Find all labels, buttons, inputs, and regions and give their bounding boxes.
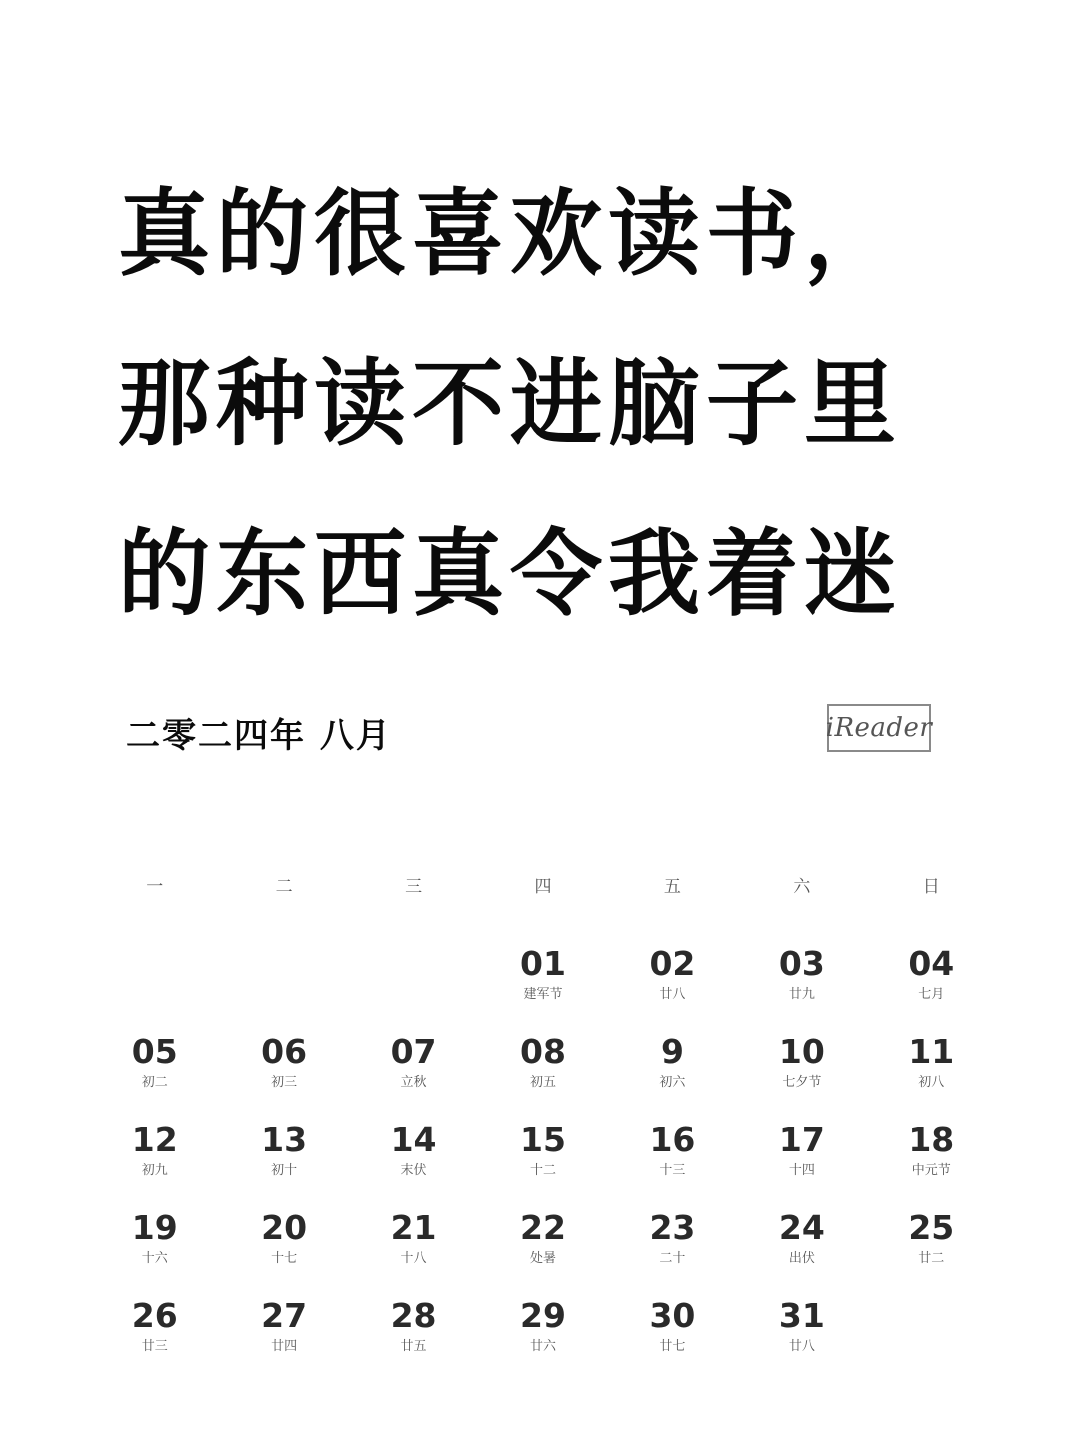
day-number: 22: [520, 1208, 566, 1247]
lunar-date-label: 二十: [659, 1251, 686, 1266]
day-number: 9: [660, 1032, 684, 1071]
day-cell: [90, 1296, 219, 1384]
day-cell: [737, 1032, 866, 1120]
day-cell: [219, 1120, 348, 1208]
day-cell: [737, 1296, 866, 1384]
day-cell: [349, 1296, 478, 1384]
day-cell: [349, 1032, 478, 1120]
day-cell: [608, 944, 737, 1032]
lunar-date-label: 十八: [400, 1251, 427, 1266]
day-number: 28: [390, 1296, 437, 1335]
weekday-header-row: [90, 860, 996, 908]
lunar-date-label: 十六: [141, 1251, 168, 1266]
day-cell: [349, 1208, 478, 1296]
day-cell: [349, 1120, 478, 1208]
lunar-date-label: 初五: [529, 1075, 556, 1090]
lunar-date-label: 初六: [659, 1075, 686, 1090]
lunar-date-label: 七夕节: [782, 1075, 822, 1090]
day-cell: [867, 1120, 996, 1208]
day-number: 26: [131, 1296, 178, 1335]
day-cell: [867, 1208, 996, 1296]
day-cell: [737, 1208, 866, 1296]
lunar-date-label: 初二: [141, 1075, 168, 1090]
day-number: 24: [778, 1208, 825, 1247]
day-number: 05: [131, 1032, 178, 1071]
lunar-date-label: 廿九: [788, 987, 815, 1002]
day-cell: [608, 1032, 737, 1120]
day-cell: [867, 1032, 996, 1120]
weekday-label: 日: [922, 876, 940, 897]
day-cell: [90, 1208, 219, 1296]
day-cell: [219, 1296, 348, 1384]
day-number: 31: [778, 1296, 825, 1335]
lunar-date-label: 立秋: [400, 1075, 427, 1090]
weekday-label: 二: [275, 876, 293, 897]
day-cell: [90, 1120, 219, 1208]
brand-text: iReader: [825, 713, 933, 743]
day-number: 17: [778, 1120, 825, 1159]
lunar-date-label: 出伏: [788, 1251, 815, 1266]
lunar-date-label: 处暑: [529, 1251, 556, 1266]
day-number: 14: [390, 1120, 437, 1159]
weekday-label: 三: [405, 876, 423, 897]
quote-text: [118, 150, 978, 660]
day-cell: [478, 1296, 607, 1384]
empty-day-cell: [219, 944, 348, 1032]
lunar-date-label: 末伏: [400, 1163, 427, 1178]
empty-day-cell: [90, 944, 219, 1032]
day-cell: [737, 944, 866, 1032]
day-number: 12: [131, 1120, 178, 1159]
lunar-date-label: 廿五: [400, 1339, 427, 1354]
lunar-date-label: 廿七: [659, 1339, 686, 1354]
lunar-date-label: 廿四: [271, 1339, 298, 1354]
day-number: 15: [520, 1120, 566, 1159]
lunar-date-label: 十四: [788, 1163, 815, 1178]
day-number: 08: [520, 1032, 566, 1071]
ireader-logo: [827, 704, 931, 752]
day-number: 19: [131, 1208, 178, 1247]
quote-line: 的东西真令我着迷: [118, 520, 903, 629]
day-number: 01: [520, 944, 566, 983]
day-number: 23: [649, 1208, 696, 1247]
day-number: 20: [261, 1208, 308, 1247]
lunar-date-label: 中元节: [911, 1163, 951, 1178]
day-cell: [608, 1120, 737, 1208]
day-number: 30: [649, 1296, 696, 1335]
day-number: 07: [390, 1032, 437, 1071]
weekday-label: 一: [146, 876, 164, 897]
lunar-date-label: 建军节: [523, 987, 563, 1002]
lunar-date-label: 初十: [271, 1163, 298, 1178]
weekday-label: 五: [663, 876, 681, 897]
day-cell: [478, 944, 607, 1032]
day-cell: [478, 1032, 607, 1120]
day-cell: [737, 1120, 866, 1208]
day-cell: [608, 1208, 737, 1296]
day-number: 10: [778, 1032, 825, 1071]
day-number: 21: [390, 1208, 437, 1247]
day-cell: [219, 1032, 348, 1120]
day-number: 06: [261, 1032, 308, 1071]
lunar-date-label: 十三: [659, 1163, 686, 1178]
day-number: 03: [778, 944, 825, 983]
lunar-date-label: 十七: [271, 1251, 298, 1266]
lunar-date-label: 初九: [141, 1163, 168, 1178]
day-number: 29: [520, 1296, 566, 1335]
day-cell: [219, 1208, 348, 1296]
day-number: 16: [649, 1120, 696, 1159]
lunar-date-label: 廿八: [788, 1339, 815, 1354]
lunar-date-label: 初八: [918, 1075, 945, 1090]
month-label: 二零二四年 八月: [126, 716, 392, 756]
day-cell: [608, 1296, 737, 1384]
day-number: 04: [908, 944, 955, 983]
lunar-date-label: 廿八: [659, 987, 686, 1002]
day-cell: [478, 1208, 607, 1296]
quote-line: 那种读不进脑子里: [118, 350, 903, 459]
month-calendar: [90, 860, 996, 1384]
lunar-date-label: 廿六: [529, 1339, 556, 1354]
day-cell: [90, 1032, 219, 1120]
lunar-date-label: 初三: [271, 1075, 298, 1090]
day-number: 25: [908, 1208, 955, 1247]
weekday-label: 四: [534, 876, 552, 897]
day-number: 13: [261, 1120, 308, 1159]
weekday-label: 六: [793, 876, 811, 897]
day-number: 11: [908, 1032, 955, 1071]
day-number: 02: [649, 944, 696, 983]
day-cell: [478, 1120, 607, 1208]
empty-day-cell: [349, 944, 478, 1032]
lunar-date-label: 十二: [529, 1163, 556, 1178]
lunar-date-label: 七月: [918, 987, 945, 1002]
day-number: 18: [908, 1120, 955, 1159]
days-grid: [90, 944, 996, 1384]
lunar-date-label: 廿三: [141, 1339, 168, 1354]
quote-line: 真的很喜欢读书，: [118, 180, 903, 289]
day-number: 27: [261, 1296, 308, 1335]
day-cell: [867, 944, 996, 1032]
lunar-date-label: 廿二: [918, 1251, 945, 1266]
